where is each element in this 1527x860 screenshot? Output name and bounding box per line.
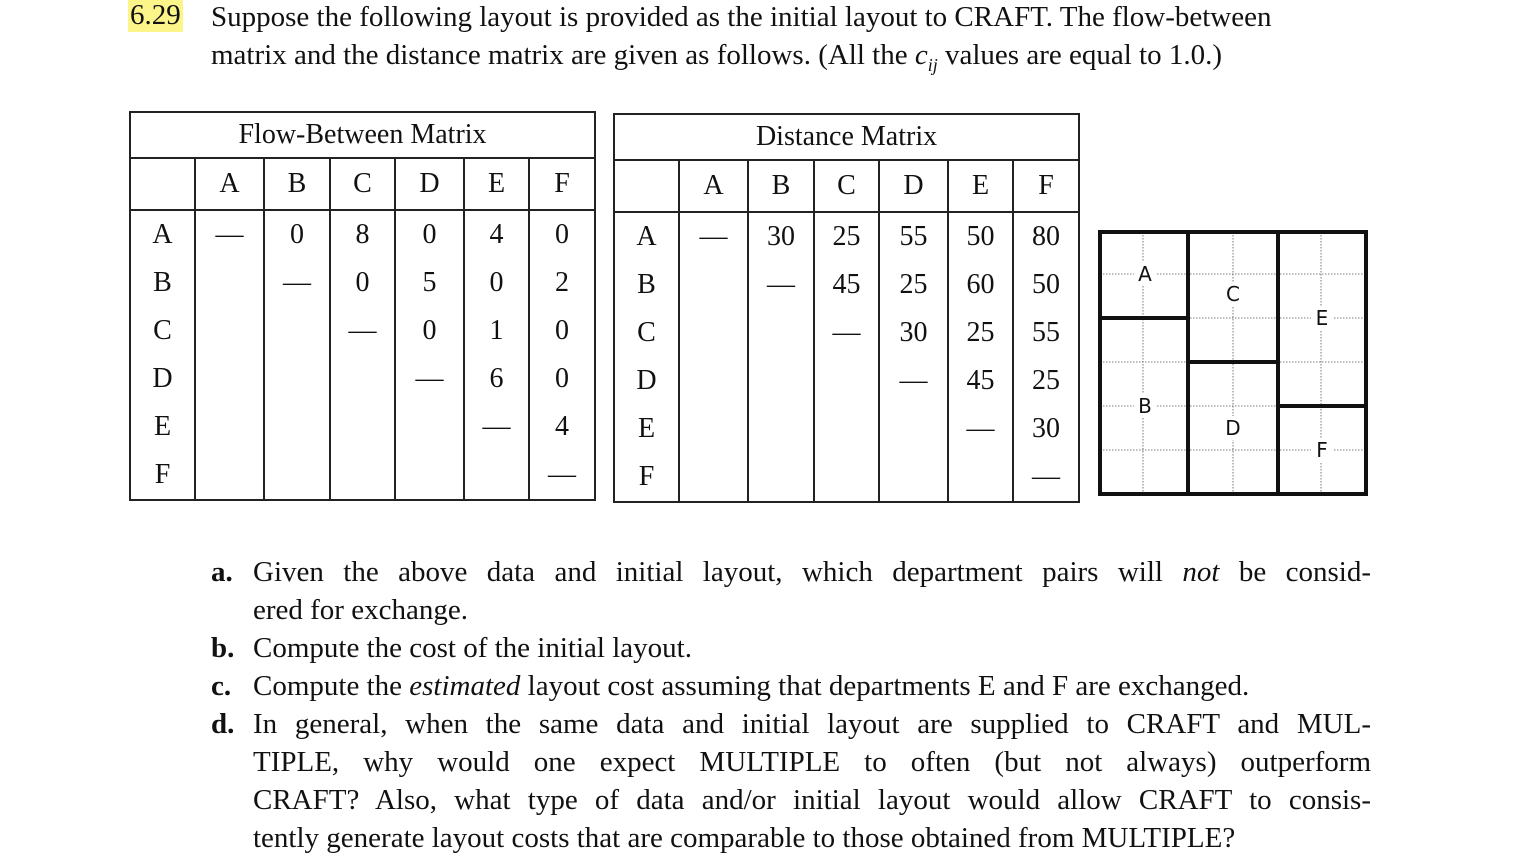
dept-label-e: E [1315,306,1329,330]
dist-col-header: F [1013,160,1079,212]
part-d-line-3: CRAFT? Also, what type of data and/or initial layout would allow CRAFT to consis- [253,784,1371,816]
flow-cell: 2 [529,259,595,307]
part-a-label: a. [211,556,233,588]
flow-cell: — [195,210,264,259]
flow-cell: 0 [264,210,330,259]
flow-row-label: C [130,307,195,355]
dist-row [614,309,1079,357]
flow-cell [395,451,464,500]
flow-row-label: F [130,451,195,500]
dist-corner-cell [614,160,679,212]
part-d-label: d. [211,708,235,740]
flow-cell [330,355,395,403]
distance-matrix [613,113,1080,503]
dist-row [614,453,1079,502]
flow-corner-cell [130,158,195,210]
flow-cell: 4 [464,210,529,259]
dist-cell: — [1013,453,1079,502]
dist-row-label: B [614,261,679,309]
flow-cell: — [330,307,395,355]
part-a-line-2: ered for exchange. [253,594,468,626]
dist-cell [879,405,948,453]
dist-cell [814,357,879,405]
flow-matrix-title: Flow-Between Matrix [130,112,595,158]
flow-row-label: D [130,355,195,403]
dist-cell: 50 [1013,261,1079,309]
intro-line-2 [211,36,1371,84]
flow-col-header: E [464,158,529,210]
problem-intro [211,0,1371,84]
dist-col-header: D [879,160,948,212]
flow-cell [195,451,264,500]
dist-cell [748,309,814,357]
part-d-line-1: In general, when the same data and initial layout are supplied to CRAFT and MUL- [253,708,1371,740]
problem-number: 6.29 [130,0,181,31]
dist-row-label: A [614,212,679,261]
flow-row [130,259,595,307]
flow-cell: 5 [395,259,464,307]
question-parts [211,553,1371,857]
dist-cell: 30 [748,212,814,261]
dist-col-header: B [748,160,814,212]
dist-cell [948,453,1013,502]
dist-cell: 45 [948,357,1013,405]
dist-row [614,261,1079,309]
flow-cell: 0 [529,210,595,259]
flow-row [130,451,595,500]
flow-between-matrix [129,111,596,501]
flow-cell: 0 [529,355,595,403]
intro-line-2a: matrix and the distance matrix are given as follows. (All the [211,39,915,71]
flow-cell [264,355,330,403]
flow-row [130,210,595,259]
flow-cell: 8 [330,210,395,259]
dist-cell: 30 [879,309,948,357]
flow-row [130,355,595,403]
dept-label-f: F [1316,438,1328,462]
flow-cell [195,403,264,451]
flow-cell: — [464,403,529,451]
dist-cell [679,453,748,502]
dist-cell [748,405,814,453]
flow-cell: 6 [464,355,529,403]
flow-cell [330,451,395,500]
part-b [211,629,1371,667]
flow-cell: 0 [395,307,464,355]
flow-row [130,307,595,355]
flow-row-label: E [130,403,195,451]
part-b-line-1: Compute the cost of the initial layout. [253,632,692,664]
dist-cell: 55 [1013,309,1079,357]
flow-cell: — [264,259,330,307]
part-d-line-2: TIPLE, why would one expect MULTIPLE to often (but not always) outperform [253,746,1371,778]
flow-cell: — [529,451,595,500]
flow-cell: 1 [464,307,529,355]
dist-cell [679,261,748,309]
flow-cell: 0 [395,210,464,259]
flow-cell [330,403,395,451]
dist-cell [679,357,748,405]
dist-cell: 25 [879,261,948,309]
dept-label-a: A [1138,262,1152,286]
flow-cell [395,403,464,451]
dist-cell: 80 [1013,212,1079,261]
distance-matrix-title: Distance Matrix [614,114,1079,160]
flow-cell: 0 [529,307,595,355]
dist-cell: 45 [814,261,879,309]
flow-cell: 0 [464,259,529,307]
part-d-line-4: tently generate layout costs that are comparable to those obtained from MULTIPLE? [253,822,1236,854]
dist-cell [879,453,948,502]
flow-col-header: A [195,158,264,210]
part-b-label: b. [211,632,235,664]
flow-cell [264,403,330,451]
dist-col-header: C [814,160,879,212]
flow-cell [195,307,264,355]
part-a [211,553,1371,629]
dist-cell: — [948,405,1013,453]
dist-cell: 25 [1013,357,1079,405]
dist-cell: 25 [948,309,1013,357]
dept-label-d: D [1225,416,1241,440]
dist-cell: 55 [879,212,948,261]
dist-row [614,405,1079,453]
part-d [211,705,1371,857]
flow-row [130,403,595,451]
flow-cell [195,355,264,403]
dist-cell: 50 [948,212,1013,261]
dist-row-label: F [614,453,679,502]
dist-cell [814,453,879,502]
part-c [211,667,1371,705]
flow-cell: 4 [529,403,595,451]
flow-cell [195,259,264,307]
dist-col-header: A [679,160,748,212]
dist-cell: — [679,212,748,261]
flow-col-header: B [264,158,330,210]
part-c-line-1: Compute the estimated layout cost assuming that departments E and F are exchanged. [253,670,1250,702]
dist-cell: 25 [814,212,879,261]
flow-cell: 0 [330,259,395,307]
dist-cell: — [879,357,948,405]
initial-layout-diagram [1096,228,1370,498]
dist-cell [679,405,748,453]
flow-col-header: D [395,158,464,210]
dist-cell: 30 [1013,405,1079,453]
flow-col-header: C [330,158,395,210]
flow-cell [264,451,330,500]
dist-cell: 60 [948,261,1013,309]
dist-row [614,357,1079,405]
flow-cell [464,451,529,500]
dist-row [614,212,1079,261]
dist-cell: — [814,309,879,357]
dist-cell [748,453,814,502]
flow-row-label: B [130,259,195,307]
dist-row-label: E [614,405,679,453]
dist-row-label: D [614,357,679,405]
flow-col-header: F [529,158,595,210]
dist-cell [814,405,879,453]
dist-cell: — [748,261,814,309]
dist-col-header: E [948,160,1013,212]
dept-label-c: C [1226,282,1240,306]
dist-cell [679,309,748,357]
part-c-label: c. [211,670,232,702]
cij-variable: $c_{ij}$ [914,39,938,75]
flow-cell [264,307,330,355]
flow-cell: — [395,355,464,403]
dist-cell [748,357,814,405]
part-a-line-1: Given the above data and initial layout, which department pairs will not be consid- [253,556,1371,588]
dept-label-b: B [1138,394,1152,418]
flow-row-label: A [130,210,195,259]
intro-line-1: Suppose the following layout is provided as the initial layout to CRAFT. The flow-between [211,1,1272,33]
dist-row-label: C [614,309,679,357]
intro-line-2b: values are equal to 1.0.) [937,39,1223,71]
